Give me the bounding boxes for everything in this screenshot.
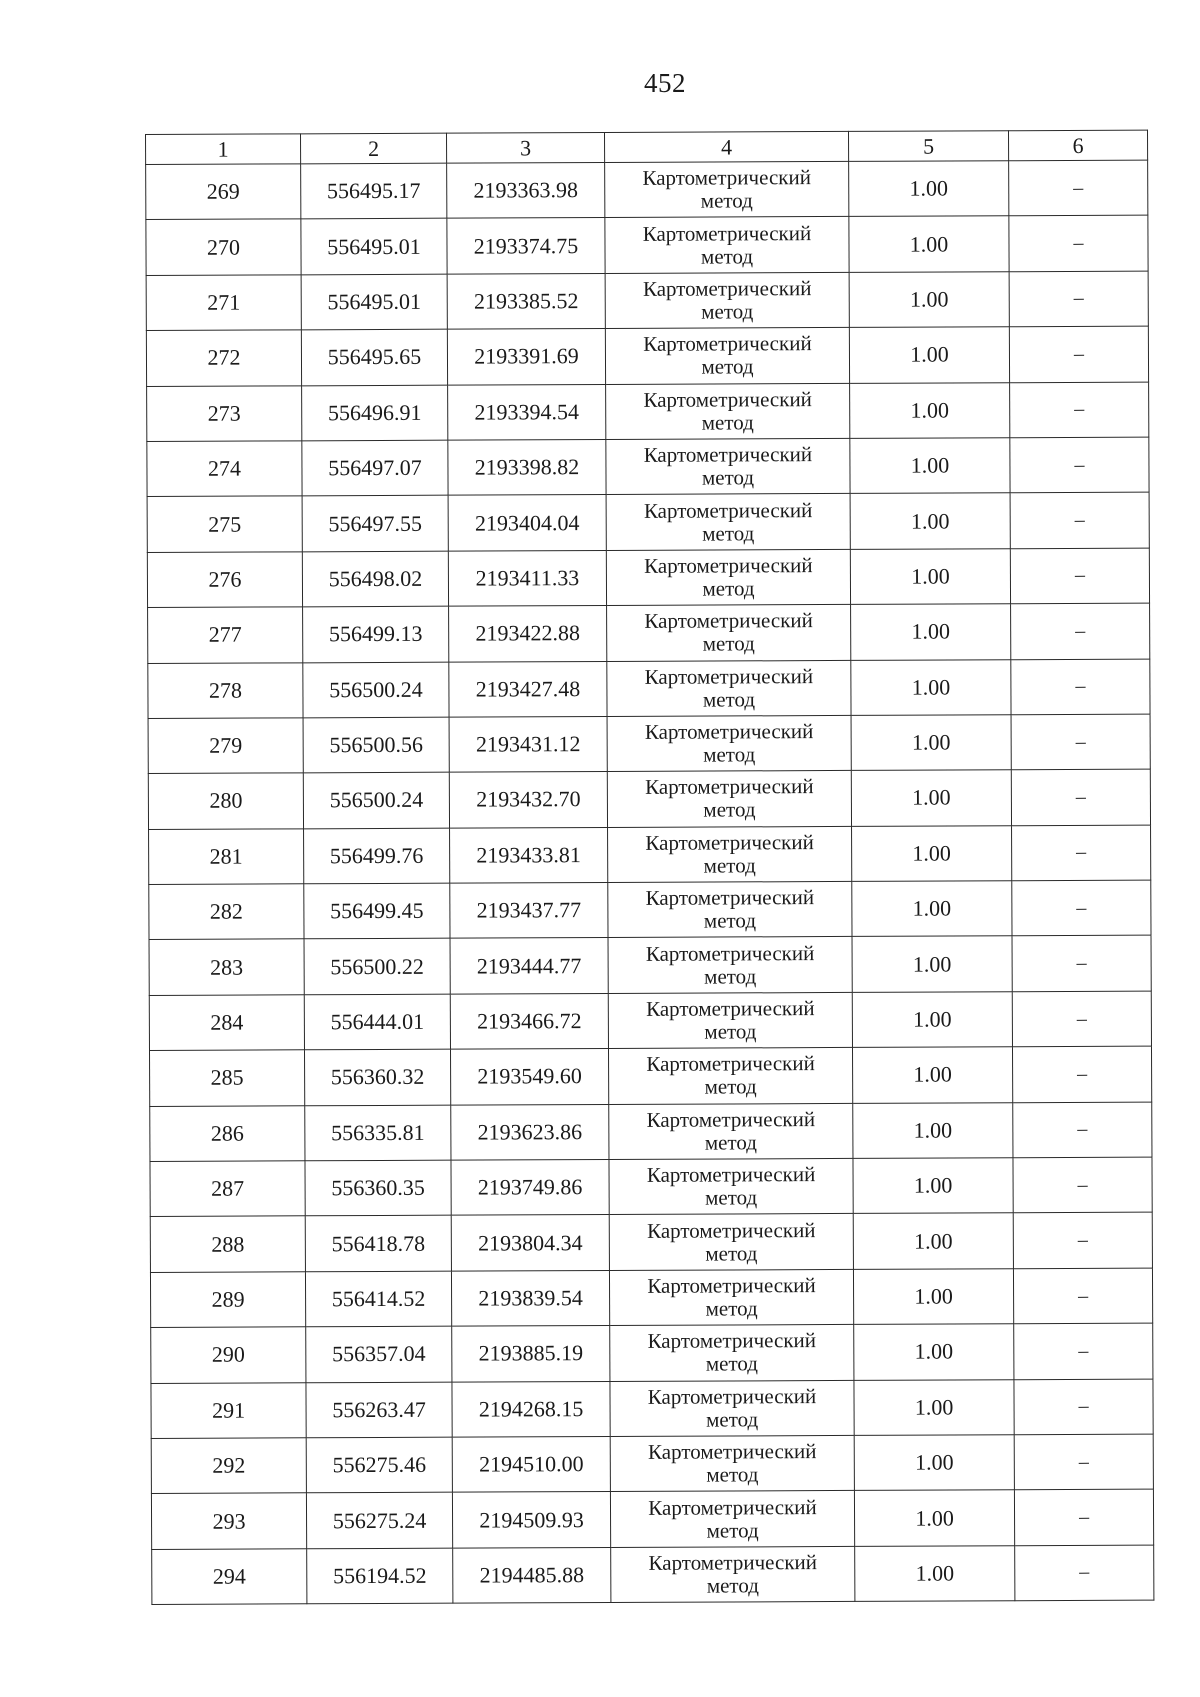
y-coordinate-cell: 2193374.75 (447, 218, 605, 274)
point-number-cell: 289 (150, 1272, 305, 1328)
x-coordinate-cell: 556497.07 (302, 440, 448, 496)
point-number-cell: 274 (147, 441, 302, 497)
method-line-2: метод (704, 1074, 757, 1100)
note-cell: – (1013, 1268, 1152, 1324)
method-line-1: Картометрический (644, 719, 814, 744)
method-line-2: метод (701, 465, 755, 490)
note-cell: – (1012, 991, 1151, 1047)
note-cell: – (1012, 825, 1151, 881)
note-cell: – (1012, 1046, 1151, 1102)
method-line-1: Картометрический (646, 1051, 815, 1077)
method-line-2: метод (706, 1573, 759, 1598)
x-coordinate-cell: 556414.52 (305, 1271, 451, 1327)
accuracy-cell: 1.00 (854, 1490, 1014, 1546)
table-row (147, 437, 1149, 497)
accuracy-cell: 1.00 (849, 272, 1009, 328)
note-cell: – (1012, 880, 1151, 936)
point-number-cell: 294 (152, 1549, 307, 1605)
column-header: 6 (1008, 130, 1147, 161)
x-coordinate-cell: 556496.91 (302, 385, 448, 441)
point-number-cell: 290 (151, 1327, 306, 1383)
x-coordinate-cell: 556357.04 (306, 1326, 452, 1382)
table-row (146, 160, 1148, 220)
method-line-1: Картометрический (647, 1328, 817, 1354)
table-row (149, 936, 1151, 996)
accuracy-cell: 1.00 (853, 1213, 1013, 1269)
method-line-1: Картометрический (648, 1550, 818, 1575)
accuracy-cell: 1.00 (850, 493, 1010, 549)
method-cell (605, 272, 849, 328)
method-cell (609, 1269, 853, 1325)
method-cell (607, 771, 851, 827)
x-coordinate-cell: 556500.56 (303, 717, 449, 773)
table-row (152, 1545, 1154, 1605)
accuracy-cell: 1.00 (851, 659, 1011, 715)
method-line-2: метод (702, 520, 755, 546)
note-cell: – (1014, 1323, 1153, 1379)
note-cell: – (1013, 1102, 1152, 1158)
method-line-1: Картометрический (647, 1383, 817, 1409)
table-row (150, 1268, 1152, 1328)
table-row (151, 1434, 1153, 1494)
method-cell (607, 715, 851, 771)
method-line-1: Картометрический (646, 1162, 816, 1188)
note-cell: – (1009, 216, 1148, 272)
y-coordinate-cell: 2194268.15 (452, 1381, 610, 1437)
method-cell (605, 161, 849, 217)
method-cell (605, 217, 849, 273)
method-cell (609, 1158, 853, 1214)
x-coordinate-cell: 556360.35 (305, 1160, 451, 1216)
note-cell: – (1014, 1489, 1153, 1545)
method-cell (610, 1325, 854, 1381)
x-coordinate-cell: 556495.65 (301, 329, 447, 385)
accuracy-cell: 1.00 (851, 715, 1011, 771)
method-cell (609, 1214, 853, 1270)
coordinates-table (145, 130, 1154, 1606)
table-row (148, 769, 1150, 829)
point-number-cell: 271 (146, 275, 301, 331)
accuracy-cell: 1.00 (852, 825, 1012, 881)
point-number-cell: 278 (148, 662, 303, 718)
method-cell (606, 383, 850, 439)
table-row (146, 216, 1148, 276)
point-number-cell: 284 (149, 995, 304, 1051)
accuracy-cell: 1.00 (853, 1269, 1013, 1325)
point-number-cell: 288 (150, 1216, 305, 1272)
note-cell: – (1010, 437, 1149, 493)
method-line-2: метод (703, 853, 756, 878)
method-cell (608, 882, 852, 938)
method-line-2: метод (706, 1407, 759, 1432)
method-cell (607, 660, 851, 716)
column-header: 2 (301, 133, 447, 164)
y-coordinate-cell: 2193432.70 (449, 772, 607, 828)
method-line-1: Картометрический (645, 940, 815, 966)
method-line-2: метод (702, 631, 755, 656)
table-row (150, 1102, 1152, 1162)
note-cell: – (1014, 1379, 1153, 1435)
coordinates-table-wrapper (145, 130, 1154, 1606)
x-coordinate-cell: 556499.45 (304, 883, 450, 939)
note-cell: – (1010, 492, 1149, 548)
method-cell (608, 937, 852, 993)
point-number-cell: 273 (147, 385, 302, 441)
y-coordinate-cell: 2193398.82 (448, 439, 606, 495)
method-line-2: метод (705, 1351, 758, 1376)
method-cell (608, 992, 852, 1048)
point-number-cell: 279 (148, 718, 303, 774)
method-cell (611, 1546, 855, 1602)
method-line-1: Картометрический (644, 553, 813, 578)
point-number-cell: 275 (147, 496, 302, 552)
method-line-1: Картометрический (645, 885, 815, 911)
x-coordinate-cell: 556275.46 (306, 1437, 452, 1493)
note-cell: – (1009, 271, 1148, 327)
point-number-cell: 269 (146, 164, 301, 220)
column-header: 1 (146, 134, 301, 165)
method-line-1: Картометрический (643, 331, 812, 357)
method-cell (606, 494, 850, 550)
method-line-1: Картометрический (642, 165, 811, 191)
method-line-2: метод (705, 1185, 758, 1210)
y-coordinate-cell: 2193427.48 (449, 661, 607, 717)
accuracy-cell: 1.00 (854, 1435, 1014, 1491)
method-cell (606, 549, 850, 605)
x-coordinate-cell: 556275.24 (306, 1493, 452, 1549)
x-coordinate-cell: 556495.01 (301, 219, 447, 275)
accuracy-cell: 1.00 (852, 1047, 1012, 1103)
accuracy-cell: 1.00 (852, 881, 1012, 937)
y-coordinate-cell: 2194485.88 (453, 1547, 611, 1603)
table-row (149, 880, 1151, 940)
method-line-2: метод (702, 576, 755, 601)
accuracy-cell: 1.00 (849, 161, 1009, 217)
y-coordinate-cell: 2193437.77 (450, 883, 608, 939)
y-coordinate-cell: 2193885.19 (452, 1326, 610, 1382)
y-coordinate-cell: 2193411.33 (448, 550, 606, 606)
method-line-1: Картометрический (647, 1273, 816, 1298)
accuracy-cell: 1.00 (852, 936, 1012, 992)
note-cell: – (1011, 769, 1150, 825)
method-cell (610, 1380, 854, 1436)
point-number-cell: 292 (151, 1438, 306, 1494)
method-line-2: метод (700, 188, 753, 213)
x-coordinate-cell: 556500.24 (303, 772, 449, 828)
x-coordinate-cell: 556360.32 (304, 1049, 450, 1105)
table-row (150, 1046, 1152, 1106)
note-cell: – (1011, 603, 1150, 659)
method-line-1: Картометрический (648, 1494, 817, 1520)
accuracy-cell: 1.00 (850, 548, 1010, 604)
method-line-2: метод (705, 1296, 758, 1321)
method-line-1: Картометрический (642, 276, 812, 301)
accuracy-cell: 1.00 (855, 1545, 1015, 1601)
point-number-cell: 287 (150, 1161, 305, 1217)
y-coordinate-cell: 2193466.72 (450, 993, 608, 1049)
y-coordinate-cell: 2193749.86 (451, 1160, 609, 1216)
y-coordinate-cell: 2193422.88 (449, 606, 607, 662)
x-coordinate-cell: 556500.24 (303, 662, 449, 718)
column-header: 4 (604, 131, 848, 162)
accuracy-cell: 1.00 (850, 382, 1010, 438)
method-line-2: метод (704, 963, 757, 989)
note-cell: – (1011, 714, 1150, 770)
table-row (150, 1213, 1152, 1273)
y-coordinate-cell: 2193623.86 (451, 1104, 609, 1160)
method-line-2: метод (702, 687, 756, 712)
table-row (151, 1323, 1153, 1383)
y-coordinate-cell: 2193394.54 (448, 384, 606, 440)
method-cell (605, 328, 849, 384)
x-coordinate-cell: 556263.47 (306, 1382, 452, 1438)
x-coordinate-cell: 556500.22 (304, 939, 450, 995)
method-line-1: Картометрический (647, 1439, 817, 1464)
point-number-cell: 281 (149, 829, 304, 885)
method-line-2: метод (701, 410, 754, 435)
point-number-cell: 291 (151, 1382, 306, 1438)
page-number: 452 (644, 68, 686, 98)
y-coordinate-cell: 2194509.93 (452, 1492, 610, 1548)
note-cell: – (1009, 326, 1148, 382)
accuracy-cell: 1.00 (851, 770, 1011, 826)
note-cell: – (1010, 382, 1149, 438)
method-line-2: метод (706, 1517, 759, 1543)
point-number-cell: 272 (146, 330, 301, 386)
accuracy-cell: 1.00 (854, 1324, 1014, 1380)
note-cell: – (1015, 1545, 1154, 1601)
method-line-2: метод (706, 1462, 759, 1487)
x-coordinate-cell: 556418.78 (305, 1216, 451, 1272)
point-number-cell: 270 (146, 219, 301, 275)
method-line-1: Картометрический (645, 829, 814, 855)
table-row (151, 1379, 1153, 1439)
point-number-cell: 283 (149, 939, 304, 995)
table-row (151, 1489, 1153, 1549)
accuracy-cell: 1.00 (851, 604, 1011, 660)
y-coordinate-cell: 2193431.12 (449, 716, 607, 772)
y-coordinate-cell: 2194510.00 (452, 1436, 610, 1492)
table-header-row (146, 130, 1148, 164)
method-cell (610, 1491, 854, 1547)
method-line-2: метод (701, 354, 754, 379)
y-coordinate-cell: 2193444.77 (450, 938, 608, 994)
y-coordinate-cell: 2193804.34 (451, 1215, 609, 1271)
table-row (147, 548, 1149, 608)
table-row (148, 714, 1150, 774)
point-number-cell: 280 (148, 773, 303, 829)
x-coordinate-cell: 556497.55 (302, 496, 448, 552)
x-coordinate-cell: 556499.76 (304, 828, 450, 884)
method-line-2: метод (705, 1240, 758, 1266)
method-line-2: метод (703, 908, 757, 933)
point-number-cell: 276 (147, 552, 302, 608)
table-row (147, 382, 1149, 442)
point-number-cell: 293 (151, 1493, 306, 1549)
method-line-1: Картометрический (643, 386, 812, 412)
x-coordinate-cell: 556499.13 (303, 606, 449, 662)
method-line-1: Картометрический (644, 608, 813, 634)
method-line-1: Картометрический (646, 996, 815, 1021)
table-row (149, 991, 1151, 1051)
accuracy-cell: 1.00 (853, 1102, 1013, 1158)
method-cell (610, 1435, 854, 1491)
accuracy-cell: 1.00 (849, 327, 1009, 383)
accuracy-cell: 1.00 (853, 1158, 1013, 1214)
method-line-1: Картометрический (646, 1106, 816, 1132)
x-coordinate-cell: 556444.01 (304, 994, 450, 1050)
method-line-2: метод (704, 1130, 758, 1155)
point-number-cell: 282 (149, 884, 304, 940)
method-line-2: метод (704, 1019, 757, 1044)
method-cell (608, 1048, 852, 1104)
method-cell (609, 1103, 853, 1159)
method-cell (606, 438, 850, 494)
note-cell: – (1012, 936, 1151, 992)
table-row (146, 271, 1148, 331)
accuracy-cell: 1.00 (850, 438, 1010, 494)
note-cell: – (1013, 1157, 1152, 1213)
y-coordinate-cell: 2193549.60 (450, 1049, 608, 1105)
x-coordinate-cell: 556495.17 (301, 163, 447, 219)
x-coordinate-cell: 556194.52 (307, 1548, 453, 1604)
method-line-1: Картометрический (643, 497, 813, 523)
y-coordinate-cell: 2193363.98 (447, 162, 605, 218)
y-coordinate-cell: 2193391.69 (447, 329, 605, 385)
method-line-1: Картометрический (647, 1217, 816, 1243)
x-coordinate-cell: 556498.02 (302, 551, 448, 607)
method-line-2: метод (701, 299, 754, 324)
x-coordinate-cell: 556335.81 (305, 1105, 451, 1161)
method-line-1: Картометрический (644, 663, 814, 689)
note-cell: – (1010, 548, 1149, 604)
x-coordinate-cell: 556495.01 (301, 274, 447, 330)
point-number-cell: 277 (148, 607, 303, 663)
y-coordinate-cell: 2193433.81 (450, 827, 608, 883)
y-coordinate-cell: 2193385.52 (447, 273, 605, 329)
accuracy-cell: 1.00 (849, 216, 1009, 272)
column-header: 3 (446, 132, 604, 163)
table-row (148, 659, 1150, 719)
table-row (148, 603, 1150, 663)
table-row (146, 326, 1148, 386)
note-cell: – (1013, 1213, 1152, 1269)
table-row (149, 825, 1151, 885)
table-row (150, 1157, 1152, 1217)
table-body (146, 160, 1154, 1605)
method-cell (607, 605, 851, 661)
method-line-1: Картометрический (645, 774, 814, 800)
method-line-1: Картометрический (643, 442, 813, 467)
note-cell: – (1009, 160, 1148, 216)
method-line-2: метод (703, 797, 756, 823)
point-number-cell: 285 (150, 1050, 305, 1106)
point-number-cell: 286 (150, 1105, 305, 1161)
y-coordinate-cell: 2193839.54 (451, 1270, 609, 1326)
table-row (147, 492, 1149, 552)
method-line-2: метод (703, 742, 756, 767)
column-header: 5 (848, 131, 1008, 162)
note-cell: – (1011, 659, 1150, 715)
method-line-2: метод (700, 243, 754, 269)
method-cell (608, 826, 852, 882)
accuracy-cell: 1.00 (852, 992, 1012, 1048)
method-line-1: Картометрический (642, 220, 812, 246)
accuracy-cell: 1.00 (854, 1379, 1014, 1435)
y-coordinate-cell: 2193404.04 (448, 495, 606, 551)
note-cell: – (1014, 1434, 1153, 1490)
